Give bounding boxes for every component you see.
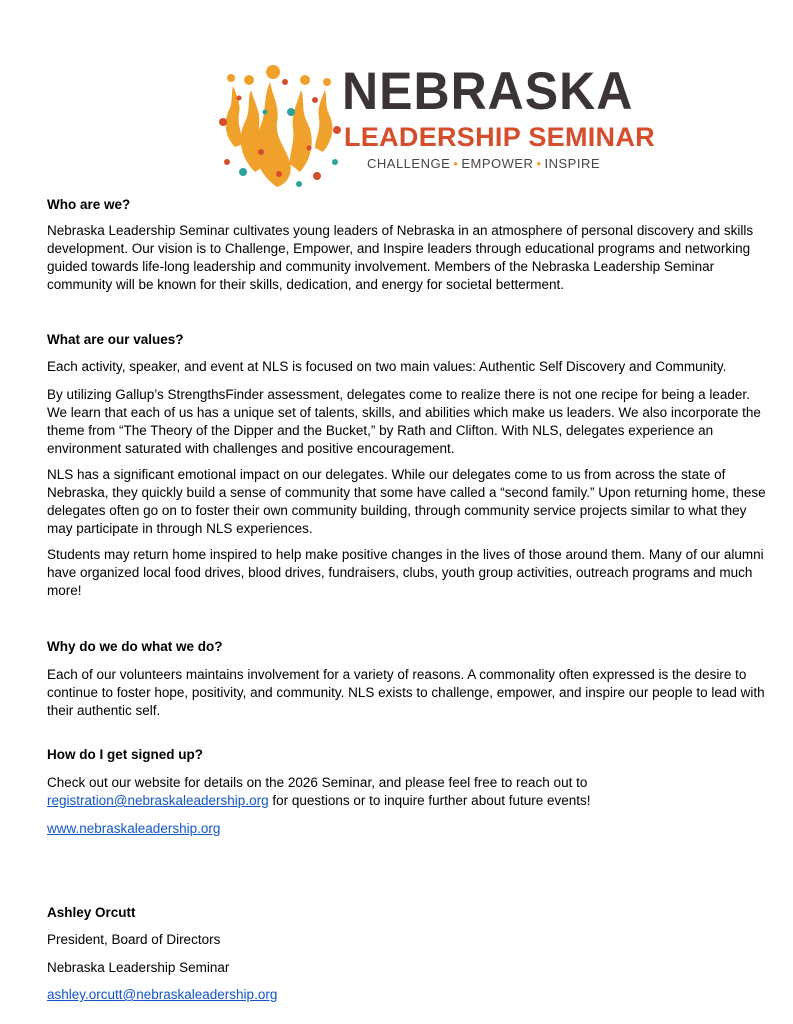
signup-text-before: Check out our website for details on the 2026 Seminar, and please feel free to reach out to xyxy=(47,775,588,790)
website-link[interactable]: www.nebraskaleadership.org xyxy=(47,821,221,836)
registration-email-link[interactable]: registration@nebraskaleadership.org xyxy=(47,793,269,808)
bullet-icon: • xyxy=(536,156,542,171)
bullet-icon: • xyxy=(453,156,459,171)
heading-why: Why do we do what we do? xyxy=(47,639,223,654)
tagline-inspire: INSPIRE xyxy=(544,156,601,171)
tagline-challenge: CHALLENGE xyxy=(367,156,451,171)
heading-values: What are our values? xyxy=(47,332,184,347)
heading-who: Who are we? xyxy=(47,197,131,212)
logo-title: NEBRASKA xyxy=(342,61,634,121)
flame-figures-graphic xyxy=(215,52,345,190)
paragraph-values-3: NLS has a significant emotional impact on our delegates. While our delegates come to us from across the state of Nebraska, they quickly build a sense of community that some have called a “second family.” Upon returning home, these delegates often go on to foster their own community building, through community service projects similar to what they may participate in through NLS experiences. xyxy=(47,467,766,536)
tagline-empower: EMPOWER xyxy=(461,156,534,171)
signature-name: Ashley Orcutt xyxy=(47,905,136,920)
signature-role: President, Board of Directors xyxy=(47,932,221,947)
signature-email-link[interactable]: ashley.orcutt@nebraskaleadership.org xyxy=(47,987,278,1002)
nls-logo xyxy=(215,52,655,190)
logo-subtitle: LEADERSHIP SEMINAR xyxy=(344,122,655,152)
paragraph-values-4: Students may return home inspired to help make positive changes in the lives of those around them. Many of our alumni have organized local food drives, blood drives, fundraisers, clubs, youth group activities, outreach programs and much more! xyxy=(47,547,764,598)
heading-signup: How do I get signed up? xyxy=(47,747,203,762)
logo-tagline xyxy=(367,156,600,171)
paragraph-who: Nebraska Leadership Seminar cultivates young leaders of Nebraska in an atmosphere of personal discovery and skills development. Our vision is to Challenge, Empower, and Inspire leaders through educational programs and networking guided towards life-long leadership and community involvement. Members of the Nebraska Leadership Seminar community will be known for their skills, dedication, and energy for societal betterment. xyxy=(47,223,754,292)
paragraph-why: Each of our volunteers maintains involvement for a variety of reasons. A commonality often expressed is the desire to continue to foster hope, positivity, and community. NLS exists to challenge, empower, and inspire our people to lead with their authentic self. xyxy=(47,667,765,718)
paragraph-signup xyxy=(47,774,767,810)
signup-text-after: for questions or to inquire further about future events! xyxy=(268,793,591,808)
signature-org: Nebraska Leadership Seminar xyxy=(47,960,230,975)
paragraph-values-1: Each activity, speaker, and event at NLS is focused on two main values: Authentic Self Discovery and Community. xyxy=(47,359,727,374)
paragraph-values-2: By utilizing Gallup’s StrengthsFinder assessment, delegates come to realize there is not one recipe for being a leader. We learn that each of us has a unique set of talents, skills, and abilities which make us leaders. We also incorporate the theme from “The Theory of the Dipper and the Bucket,” by Rath and Clifton. With NLS, delegates experience an environment saturated with challenges and positive encouragement. xyxy=(47,387,761,456)
